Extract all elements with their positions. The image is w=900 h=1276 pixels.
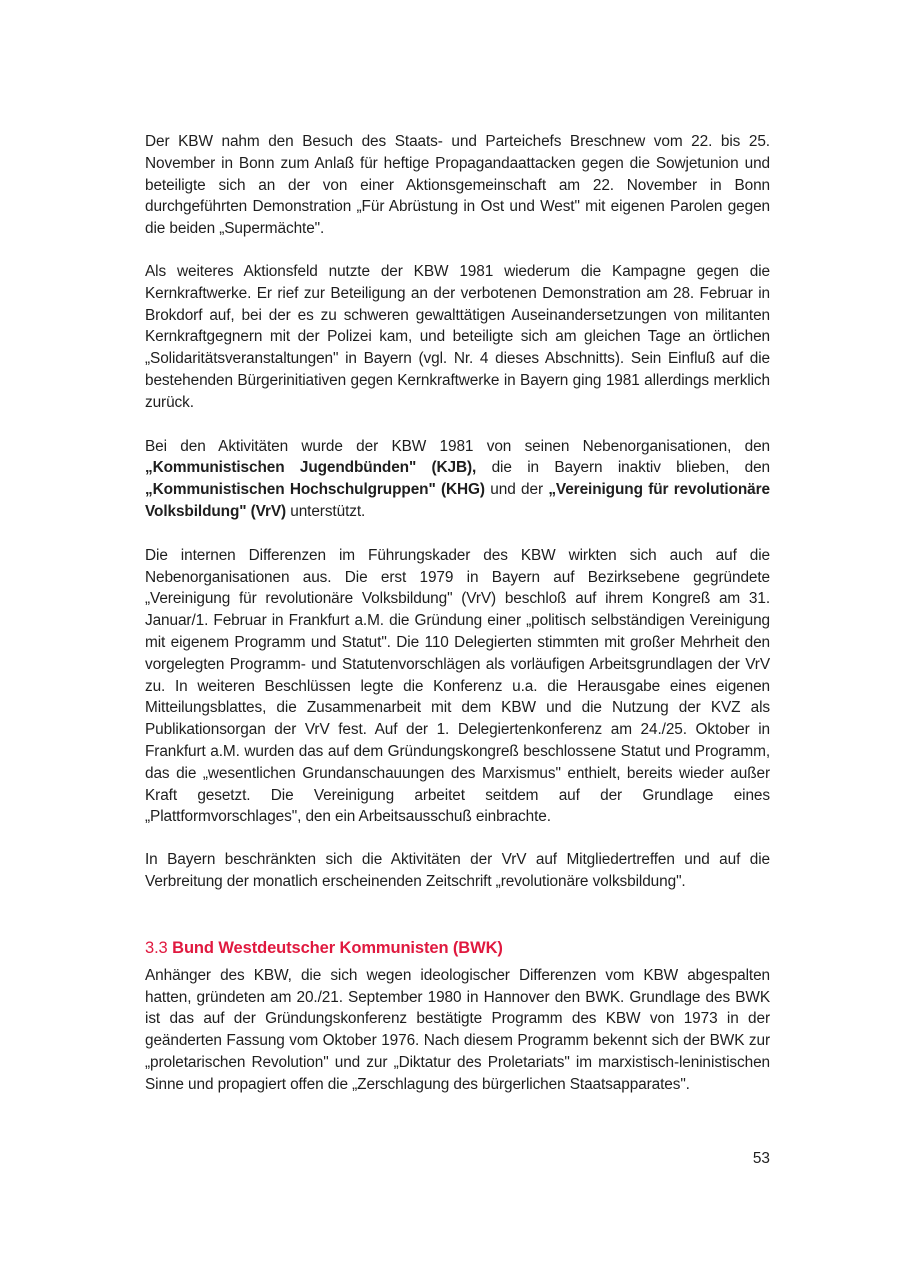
paragraph-bayern-vrv: In Bayern beschränkten sich die Aktivitäten der VrV auf Mitgliedertreffen und auf die Verbreitung der monatlich erscheinenden Zeitschrift „revolutionäre volksbildung". [145,851,770,890]
paragraph-text: die in Bayern inaktiv blieben, den [476,459,771,477]
org-khg: „Kommunistischen Hochschulgruppen" (KHG) [145,481,485,499]
org-kjb: „Kommunistischen Jugendbünden" (KJB), [145,459,477,477]
page-number: 53 [752,1150,770,1167]
section-number: 3.3 [145,938,168,957]
paragraph-text: Bei den Aktivitäten wurde der KBW 1981 von seinen Nebenorganisationen, den [145,437,770,455]
page-body [145,131,770,1095]
paragraph-text: und der [484,481,549,499]
paragraph-text: unterstützt. [286,502,366,520]
paragraph-breschnew: Der KBW nahm den Besuch des Staats- und Parteichefs Breschnew vom 22. bis 25. November in Bonn zum Anlaß für heftige Propagandaattacken gegen die Sowjetunion und beteiligte sich an der von einer Aktionsgemeinschaft am 22. November in Bonn durchgeführten Demonstration „Für Abrüstung in Ost und West" mit eigenen Parolen gegen die beiden „Supermächte". [145,133,770,238]
paragraph-interne-differenzen: Die internen Differenzen im Führungskader des KBW wirkten sich auch auf die Nebenorganisationen aus. Die erst 1979 in Bayern auf Bezirksebene gegründete „Vereinigung für revolutionäre Volksbildung" (VrV) beschloß auf ihrem Kongreß am 31. Januar/1. Februar in Frankfurt a.M. die Gründung einer „politisch selbständigen Vereinigung mit eigenem Programm und Statut". Die 110 Delegierten stimmten mit großer Mehrheit den vorgelegten Programm- und Statutenvorschlägen als vorläufigen Arbeitsgrundlagen der VrV zu. In weiteren Beschlüssen legte die Konferenz u.a. die Herausgabe eines eigenen Mitteilungsblattes, die Zusammenarbeit mit dem KBW und die Nutzung der KVZ als Publikationsorgan der VrV fest. Auf der 1. Delegiertenkonferenz am 24./25. Oktober in Frankfurt a.M. wurden das auf dem Gründungskongreß beschlossene Statut und Programm, das die „wesentlichen Grundanschauungen des Marxismus" enthielt, bereits wieder außer Kraft gesetzt. Die Vereinigung arbeitet seitdem auf der Grundlage eines „Plattformvorschlages", den ein Arbeitsausschuß einbrachte. [145,546,770,826]
paragraph-bwk: Anhänger des KBW, die sich wegen ideologischer Differenzen vom KBW abgespalten hatten, gründeten am 20./21. September 1980 in Hannover den BWK. Grundlage des BWK ist das auf der Gründungskonferenz bestätigte Programm des KBW von 1973 in der geänderten Fassung vom Oktober 1976. Nach diesem Programm bekennt sich der BWK zur „proletarischen Revolution" und zur „Diktatur des Proletariats" im marxistisch-leninistischen Sinne und propagiert offen die „Zerschlagung des bürgerlichen Staatsapparates". [145,966,770,1093]
paragraph-kernkraft: Als weiteres Aktionsfeld nutzte der KBW 1981 wiederum die Kampagne gegen die Kernkraftwerke. Er rief zur Beteiligung an der verbotenen Demonstration am 28. Februar in Brokdorf auf, bei der es zu schweren gewalttätigen Auseinandersetzungen von militanten Kernkraftgegnern mit der Polizei kam, und beteiligte sich am gleichen Tage an örtlichen „Solidaritätsveranstaltungen" in Bayern (vgl. Nr. 4 dieses Abschnitts). Sein Einfluß auf die bestehenden Bürgerinitiativen gegen Kernkraftwerke in Bayern ging 1981 allerdings merklich zurück. [145,262,770,411]
paragraph-nebenorganisationen [145,436,770,523]
section-title: Bund Westdeutscher Kommunisten (BWK) [172,938,503,957]
section-heading [145,937,770,959]
org-vrv: „Vereinigung für revolutionäre Volksbildung" (VrV) [145,481,770,520]
